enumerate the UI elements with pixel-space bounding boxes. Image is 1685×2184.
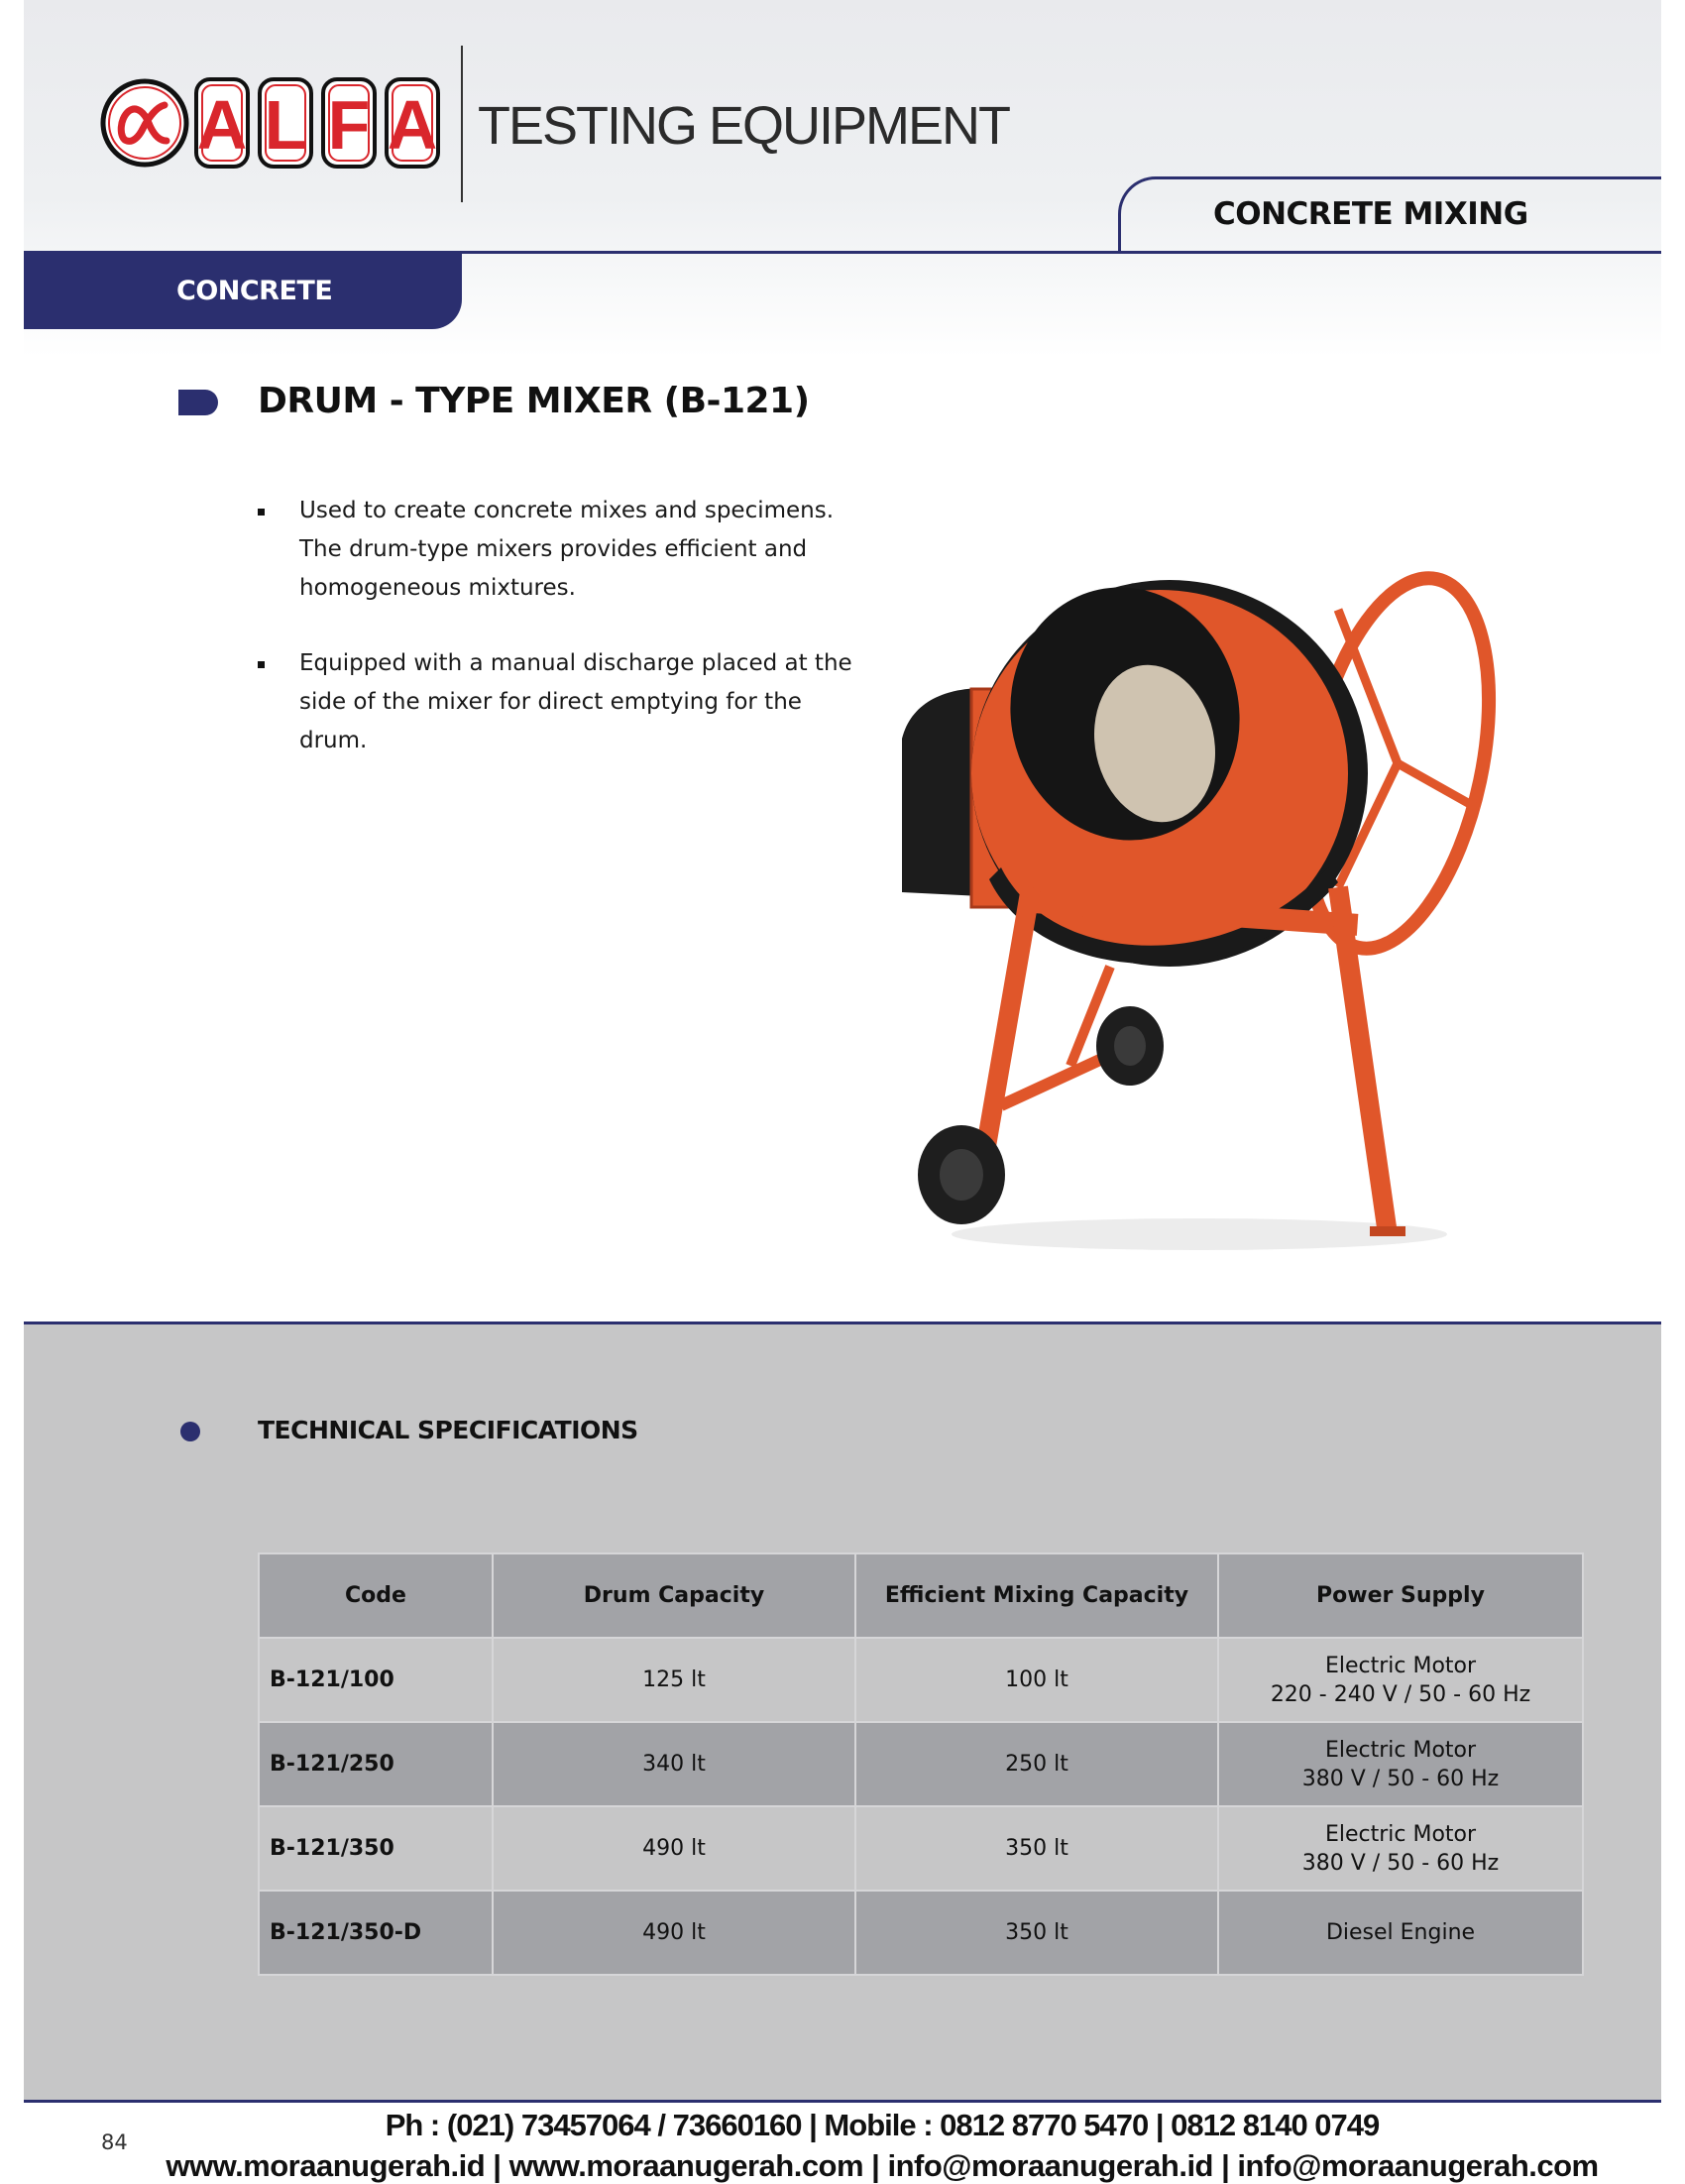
cell-mixing-capacity: 350 lt	[855, 1806, 1218, 1891]
page-number: 84	[101, 2130, 128, 2154]
svg-text:A: A	[196, 86, 248, 164]
description-text: Used to create concrete mixes and specimens. The drum-type mixers provides efficient and homogeneous mixtures.	[299, 498, 835, 601]
cell-mixing-capacity: 250 lt	[855, 1722, 1218, 1806]
power-line-1: Electric Motor	[1324, 1737, 1477, 1763]
cell-code: B-121/100	[259, 1638, 493, 1722]
table-row	[259, 1638, 1583, 1722]
category-tab-label: CONCRETE	[176, 276, 333, 306]
power-line-2: 380 V / 50 - 60 Hz	[1301, 1766, 1500, 1791]
cell-code: B-121/350-D	[259, 1891, 493, 1975]
footer-contact: Ph : (021) 73457064 / 73660160 | Mobile : 0812 8770 5470 | 0812 8140 0749	[385, 2108, 1380, 2142]
cell-drum-capacity: 125 lt	[493, 1638, 855, 1722]
svg-text:F: F	[327, 86, 371, 164]
footer-rule	[24, 2100, 1661, 2103]
description-item	[258, 492, 852, 608]
svg-text:A: A	[387, 86, 438, 164]
cell-code: B-121/250	[259, 1722, 493, 1806]
description-list	[258, 492, 852, 797]
table-row	[259, 1891, 1583, 1975]
cell-drum-capacity: 490 lt	[493, 1891, 855, 1975]
specs-top-rule	[24, 1322, 1661, 1324]
specs-heading: TECHNICAL SPECIFICATIONS	[258, 1416, 638, 1444]
table-header-row	[259, 1553, 1583, 1638]
cell-mixing-capacity: 100 lt	[855, 1638, 1218, 1722]
column-header: Power Supply	[1218, 1553, 1583, 1638]
description-text: Equipped with a manual discharge placed at the side of the mixer for direct emptying for the drum.	[299, 650, 852, 753]
cell-drum-capacity: 340 lt	[493, 1722, 855, 1806]
drum-mixer-photo	[872, 550, 1516, 1323]
power-line-1: Electric Motor	[1324, 1653, 1477, 1678]
alfa-logo	[99, 73, 456, 172]
section-tab-label: CONCRETE MIXING	[1213, 196, 1528, 232]
table-row	[259, 1722, 1583, 1806]
cell-mixing-capacity: 350 lt	[855, 1891, 1218, 1975]
cell-power-supply: Diesel Engine	[1218, 1891, 1583, 1975]
power-line-2: 380 V / 50 - 60 Hz	[1301, 1850, 1500, 1876]
brand-tagline: TESTING EQUIPMENT	[478, 96, 1010, 156]
cell-power-supply	[1218, 1638, 1583, 1722]
svg-text:L: L	[264, 86, 307, 164]
specs-bullet-icon	[180, 1422, 200, 1441]
power-line-2: 220 - 240 V / 50 - 60 Hz	[1270, 1681, 1531, 1707]
power-line-1: Electric Motor	[1324, 1821, 1477, 1847]
brand-divider	[461, 46, 463, 202]
table-row	[259, 1806, 1583, 1891]
cell-code: B-121/350	[259, 1806, 493, 1891]
specs-table	[258, 1552, 1584, 1976]
cell-power-supply	[1218, 1806, 1583, 1891]
description-item	[258, 644, 852, 760]
footer-websites: www.moraanugerah.id | www.moraanugerah.com | info@moraanugerah.id | info@moraanugerah.com	[166, 2148, 1599, 2183]
product-title: DRUM - TYPE MIXER (B-121)	[258, 381, 810, 421]
column-header: Code	[259, 1553, 493, 1638]
cell-power-supply	[1218, 1722, 1583, 1806]
bullet-square-icon	[258, 509, 265, 516]
column-header: Drum Capacity	[493, 1553, 855, 1638]
cell-drum-capacity: 490 lt	[493, 1806, 855, 1891]
title-marker-icon	[178, 390, 218, 415]
column-header: Efficient Mixing Capacity	[855, 1553, 1218, 1638]
bullet-square-icon	[258, 661, 265, 668]
